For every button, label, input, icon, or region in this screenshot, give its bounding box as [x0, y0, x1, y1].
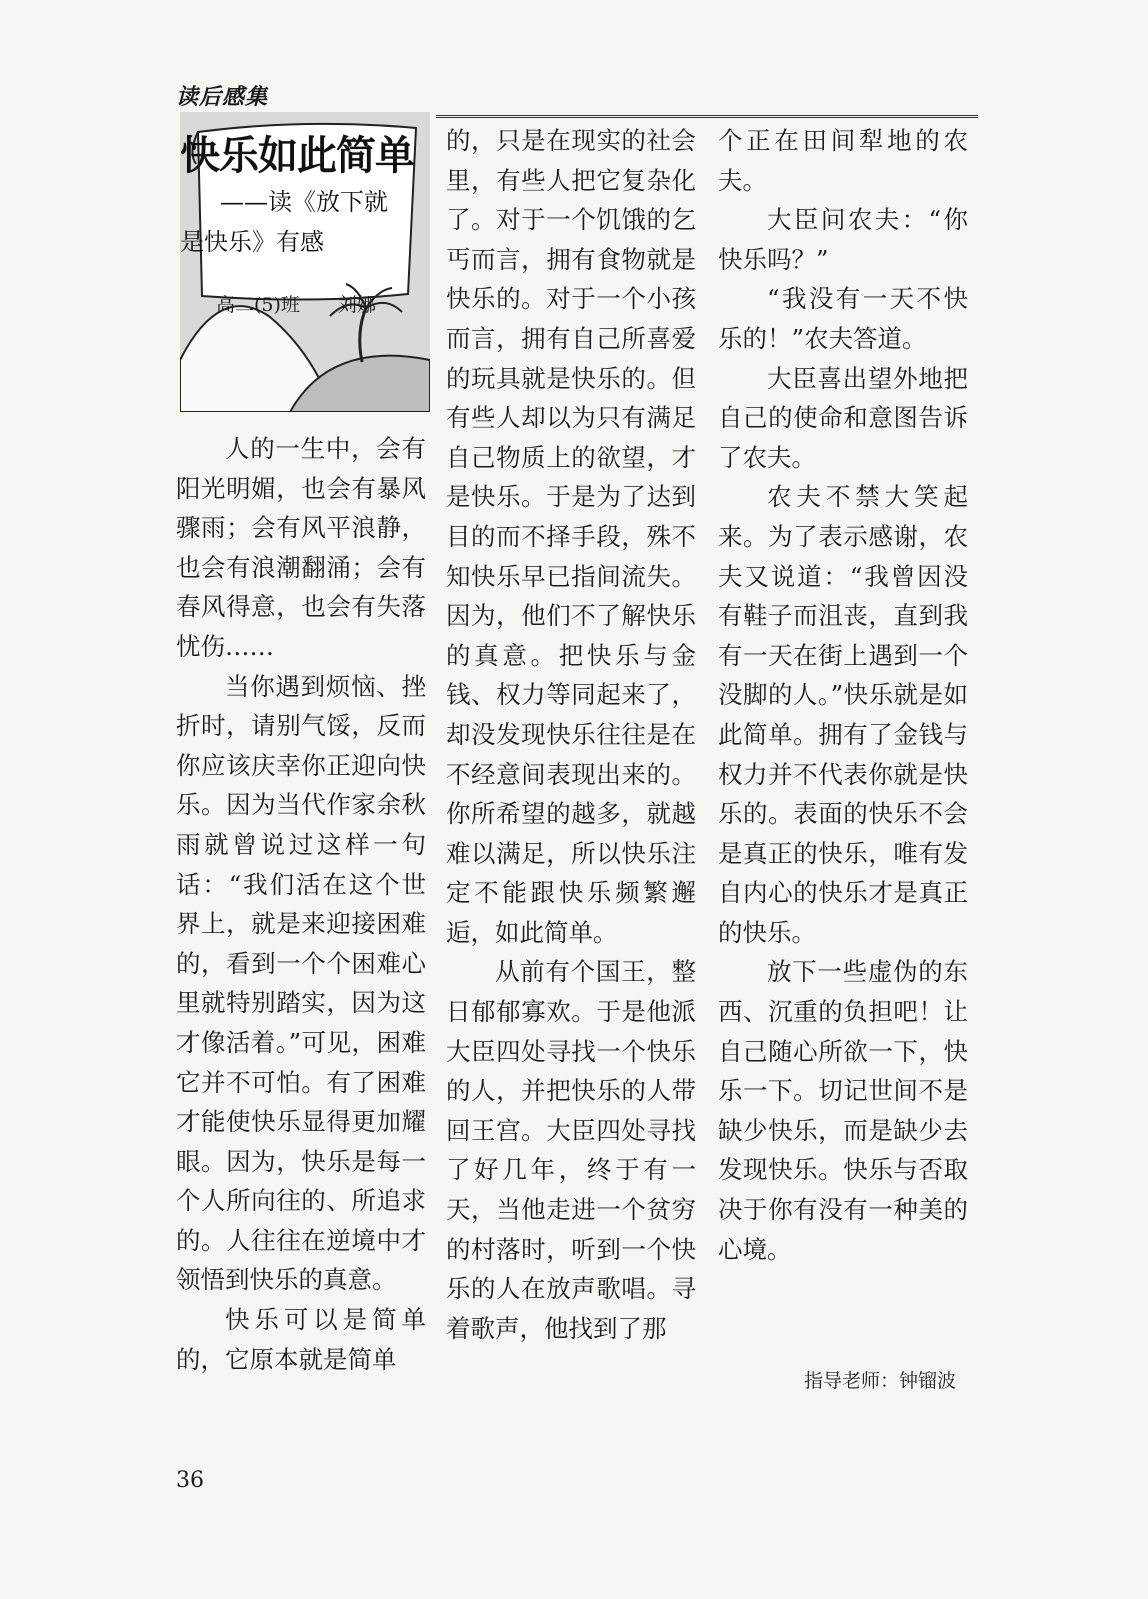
paragraph: “我没有一天不快乐的！”农夫答道。 — [718, 284, 968, 353]
author-line — [216, 290, 376, 317]
teacher-credit: 指导老师：钟镏波 — [803, 1370, 956, 1392]
paragraph: 放下一些虚伪的东西、沉重的负担吧！让自己随心所欲一下，快乐一下。切记世间不是缺少快乐，而是缺少去发现快乐。快乐与否取决于你有没有一种美的心境。 — [718, 957, 968, 1264]
title-illustration — [180, 112, 430, 412]
paragraph: 个正在田间犁地的农夫。 — [718, 126, 968, 195]
page-number: 36 — [176, 1468, 204, 1493]
paragraph: 当你遇到烦恼、挫折时，请别气馁，反而你应该庆幸你正迎向快乐。因为当代作家余秋雨就曾说过这样一句话：“我们活在这个世界上，就是来迎接困难的，看到一个个困难心里就特别踏实，因为这才像活着。”可见，困难它并不可怕。有了困难才能使快乐显得更加耀眼。因为，快乐是每一个人所向往的、所追求的。人往往在逆境中才领悟到快乐的真意。 — [176, 671, 426, 1295]
paragraph: 大臣问农夫：“你快乐吗？” — [718, 205, 968, 274]
text-column-2 — [446, 121, 696, 1348]
paragraph: 快乐可以是简单的，它原本就是简单 — [176, 1305, 426, 1374]
author-class: 高二(5)班 — [216, 294, 300, 316]
article-title: 快乐如此简单 — [180, 133, 414, 179]
paragraph: 大臣喜出望外地把自己的使命和意图告诉了农夫。 — [718, 363, 968, 472]
article-subtitle-line2: 是快乐》有感 — [180, 228, 324, 256]
article-subtitle-line1: ——读《放下就 — [220, 188, 388, 216]
text-column-3 — [718, 121, 968, 1269]
section-label: 读后感集 — [176, 84, 269, 110]
author-name: 刘娜 — [337, 294, 376, 316]
paragraph: 人的一生中，会有阳光明媚，也会有暴风骤雨；会有风平浪静，也会有浪潮翻涌；会有春风得意，也会有失落忧伤…… — [176, 434, 426, 661]
paragraph: 的，只是在现实的社会里，有些人把它复杂化了。对于一个饥饿的乞丐而言，拥有食物就是快乐的。对于一个小孩而言，拥有自己所喜爱的玩具就是快乐的。但有些人却以为只有满足自己物质上的欲望，才是快乐。于是为了达到目的而不择手段，殊不知快乐早已指间流失。因为，他们不了解快乐的真意。把快乐与金钱、权力等同起来了，却没发现快乐往往是在不经意间表现出来的。你所希望的越多，就越难以满足，所以快乐注定不能跟快乐频繁邂逅，如此简单。 — [446, 126, 696, 947]
paragraph: 从前有个国王，整日郁郁寡欢。于是他派大臣四处寻找一个快乐的人，并把快乐的人带回王宫。大臣四处寻找了好几年，终于有一天，当他走进一个贫穷的村落时，听到一个快乐的人在放声歌唱。寻着歌声，他找到了那 — [446, 957, 696, 1343]
header-rule — [436, 115, 978, 118]
paragraph: 农夫不禁大笑起来。为了表示感谢，农夫又说道：“我曾因没有鞋子而沮丧，直到我有一天在街上遇到一个没脚的人。”快乐就是如此简单。拥有了金钱与权力并不代表你就是快乐的。表面的快乐不会是真正的快乐，唯有发自内心的快乐才是真正的快乐。 — [718, 482, 968, 947]
text-column-1 — [176, 429, 426, 1379]
